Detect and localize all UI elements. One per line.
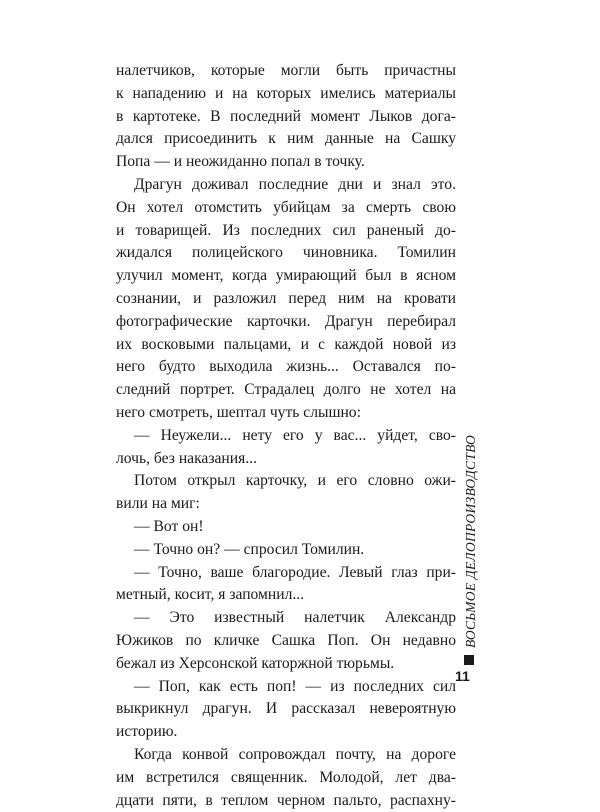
text-line: фотографические карточки. Драгун перебирал (116, 311, 456, 334)
text-line: него будто выходила жизнь... Оставался по- (116, 356, 456, 379)
text-line: сознании, и разложил перед ним на кровати (116, 288, 456, 311)
text-line: следний портрет. Страдалец долго не хотел на (116, 379, 456, 402)
text-line: улучил момент, когда умирающий был в ясном (116, 265, 456, 288)
page-number: 11 (455, 668, 470, 684)
text-line: него смотреть, шептал чуть слышно: (116, 402, 456, 425)
text-line: жидался полицейского чиновника. Томилин (116, 242, 456, 265)
text-line: налетчиков, которые могли быть причастны (116, 60, 456, 83)
text-line: к нападению и на которых имелись материалы (116, 83, 456, 106)
text-line: и товарищей. Из последних сил раненый до- (116, 220, 456, 243)
text-line: историю. (116, 721, 456, 744)
text-line: дцати пяти, в теплом черном пальто, распахну- (116, 790, 456, 812)
text-line: в картотеке. В последний момент Лыков дога- (116, 106, 456, 129)
text-line: Когда конвой сопровождал почту, на дороге (116, 744, 456, 767)
text-line: Драгун доживал последние дни и знал это. (116, 174, 456, 197)
text-line: лочь, без наказания... (116, 448, 456, 471)
text-line: выкрикнул драгун. И рассказал невероятную (116, 698, 456, 721)
running-head: ВОСЬМОЕ ДЕЛОПРОИЗВОДСТВО (463, 408, 481, 648)
text-line: — Поп, как есть поп! — из последних сил (116, 676, 456, 699)
text-line: Он хотел отомстить убийцам за смерть свою (116, 197, 456, 220)
text-line: дался присоединить к ним данные на Сашку (116, 128, 456, 151)
body-text (116, 60, 456, 812)
text-line: вили на миг: (116, 493, 456, 516)
text-line: — Вот он! (116, 516, 456, 539)
square-marker-icon (464, 655, 474, 665)
text-line: метный, косит, я запомнил... (116, 584, 456, 607)
text-line: — Неужели... нету его у вас... уйдет, сво- (116, 425, 456, 448)
text-line: Южиков по кличке Сашка Поп. Он недавно (116, 630, 456, 653)
text-line: бежал из Херсонской каторжной тюрьмы. (116, 653, 456, 676)
text-line: — Точно он? — спросил Томилин. (116, 539, 456, 562)
text-line: Попа — и неожиданно попал в точку. (116, 151, 456, 174)
text-line: Потом открыл карточку, и его словно ожи- (116, 470, 456, 493)
text-line: — Это известный налетчик Александр (116, 607, 456, 630)
text-line: — Точно, ваше благородие. Левый глаз при- (116, 562, 456, 585)
text-line: им встретился священник. Молодой, лет два- (116, 767, 456, 790)
text-line: их восковыми пальцами, и с каждой новой из (116, 334, 456, 357)
